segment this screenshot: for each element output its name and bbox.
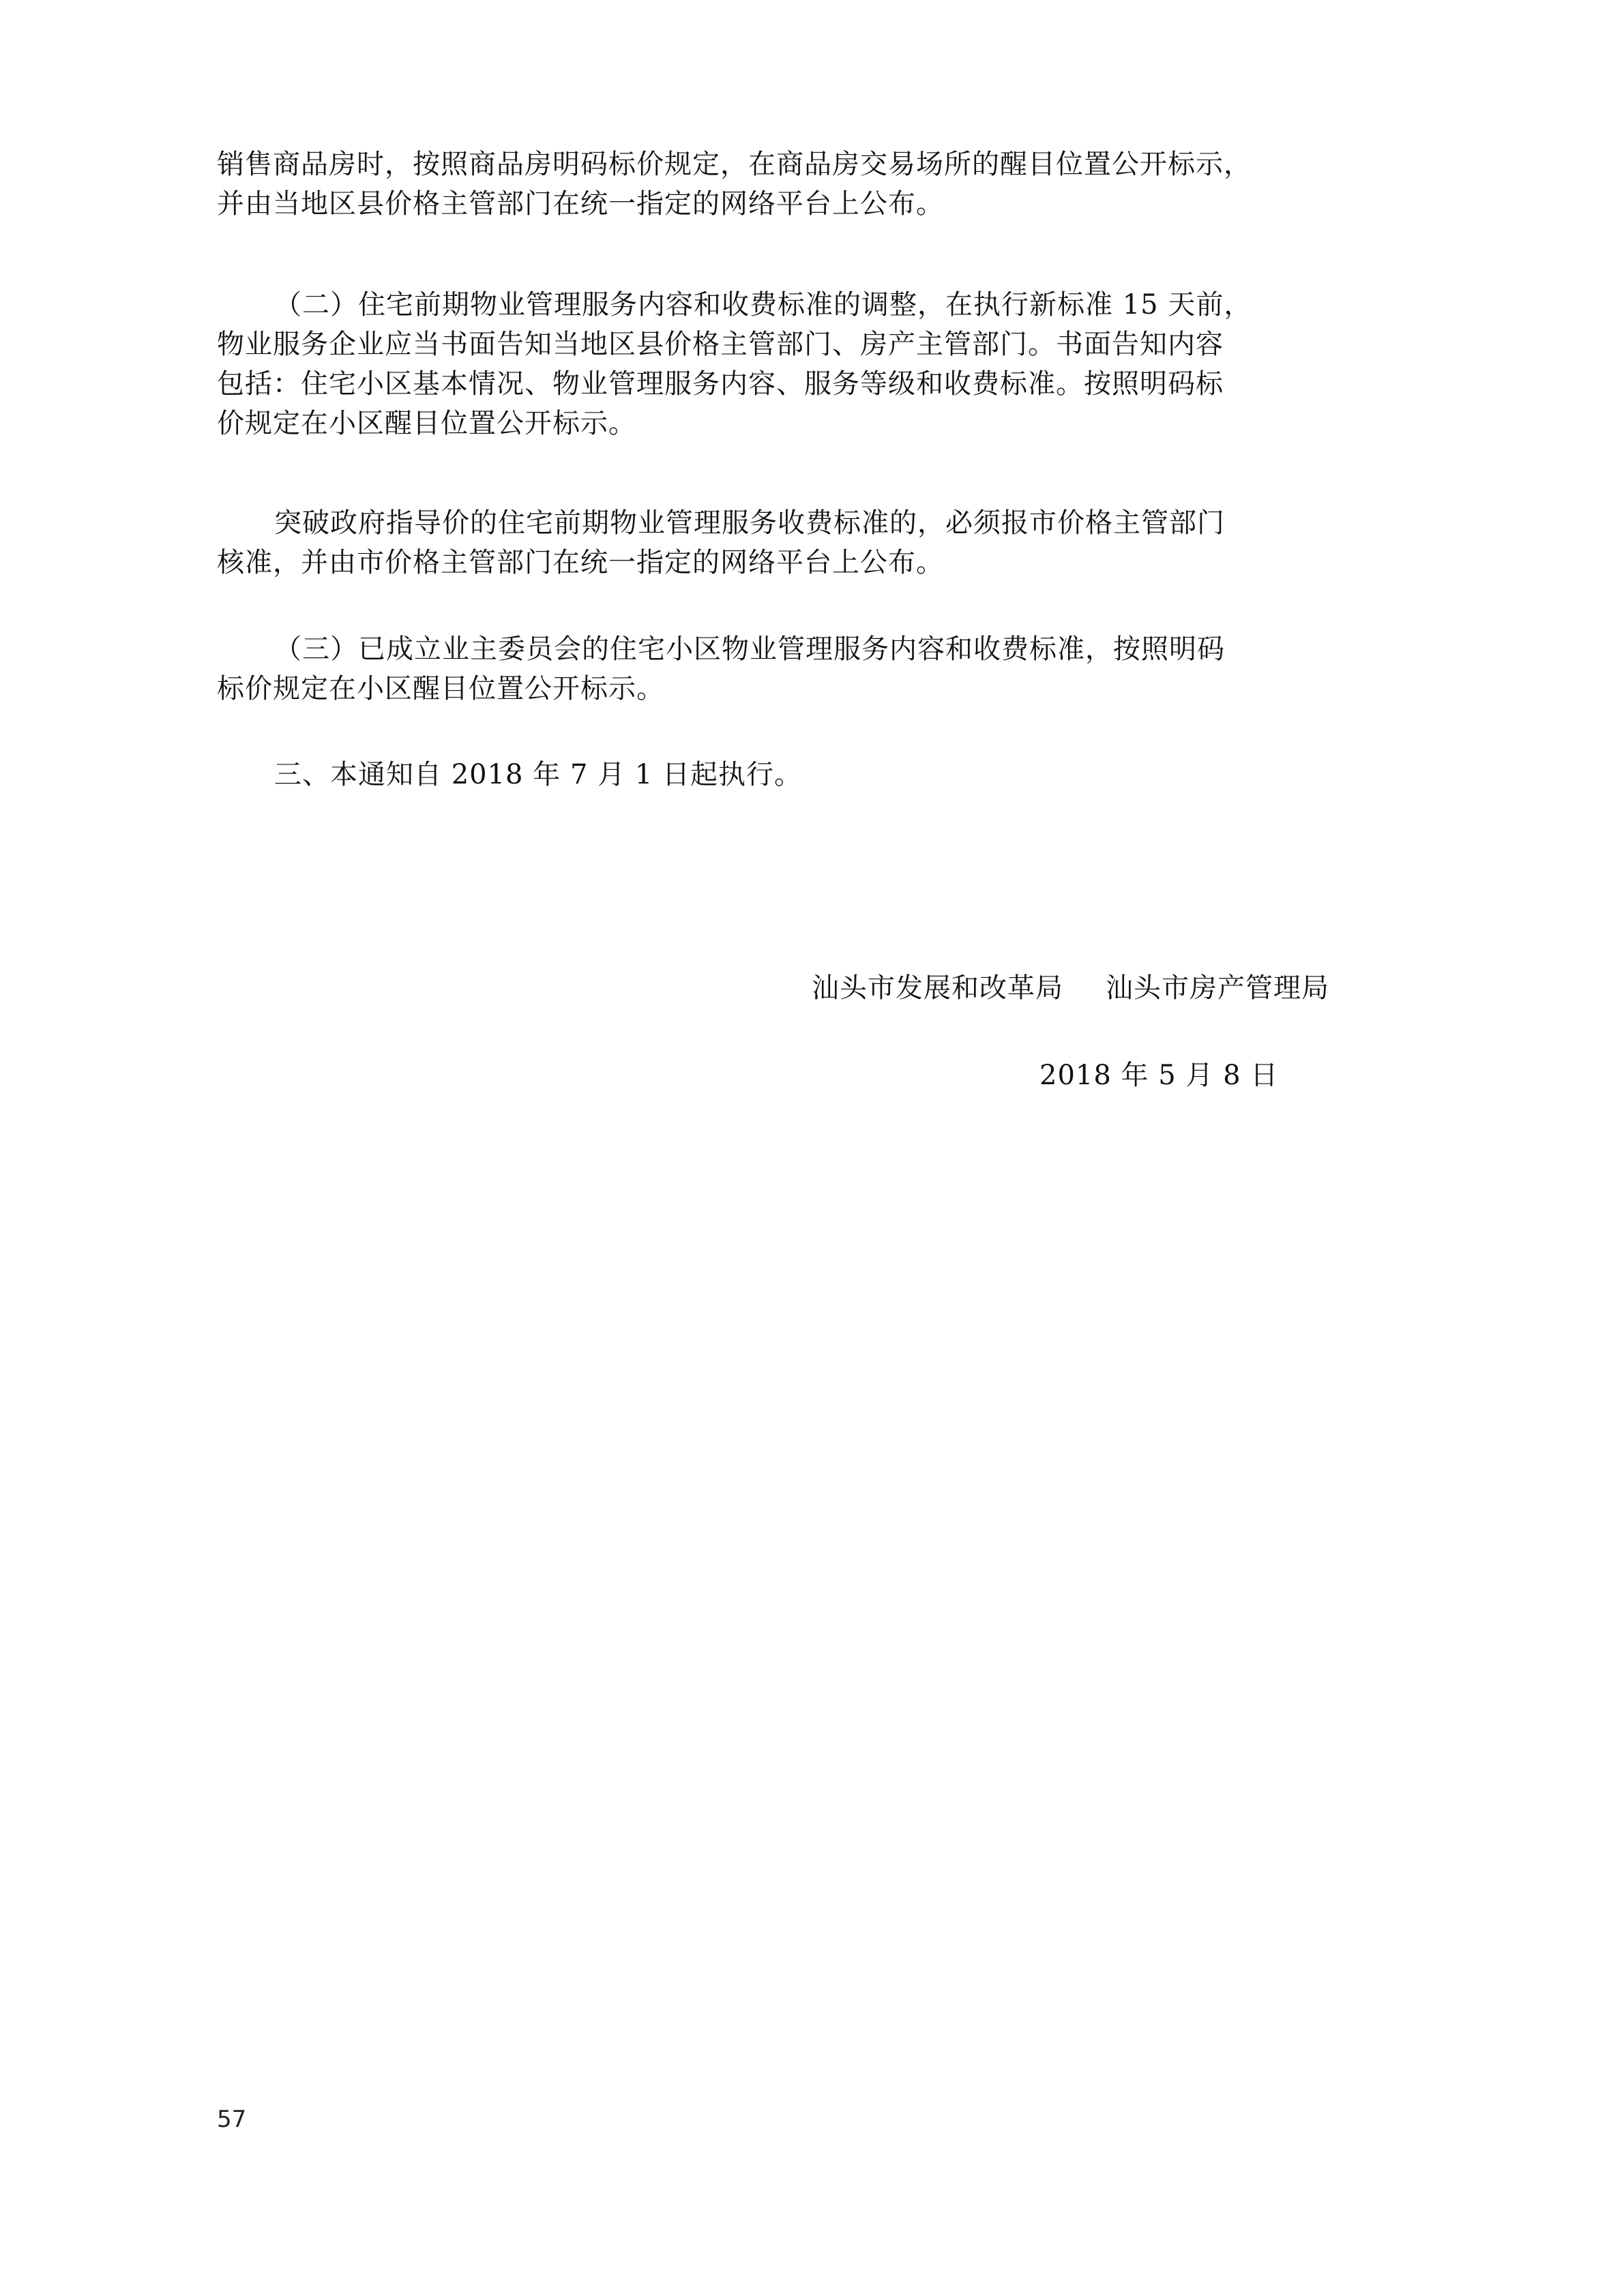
signature-organizations (812, 968, 1329, 1008)
paragraph-line: 核准，并由市价格主管部门在统一指定的网络平台上公布。 (217, 547, 944, 578)
paragraph-owners-committee (217, 629, 1417, 709)
paragraph-line: 包括：住宅小区基本情况、物业管理服务内容、服务等级和收费标准。按照明码标 (217, 368, 1224, 400)
paragraph-line: 三、本通知自 2018 年 7 月 1 日起执行。 (274, 759, 802, 790)
issuing-org-housing-management: 汕头市房产管理局 (1106, 972, 1329, 1004)
paragraph-line: 并由当地区县价格主管部门在统一指定的网络平台上公布。 (217, 188, 944, 220)
paragraph-line: （三）已成立业主委员会的住宅小区物业管理服务内容和收费标准，按照明码 (274, 633, 1225, 665)
paragraph-pricing-disclosure (217, 145, 1417, 224)
paragraph-line: 物业服务企业应当书面告知当地区县价格主管部门、房产主管部门。书面告知内容 (217, 329, 1224, 360)
paragraph-line: 销售商品房时，按照商品房明码标价规定，在商品房交易场所的醒目位置公开标示， (217, 149, 1252, 180)
paragraph-guidance-price-approval (217, 503, 1417, 582)
paragraph-line: 标价规定在小区醒目位置公开标示。 (217, 673, 664, 704)
paragraph-fee-adjustment (217, 285, 1417, 443)
paragraph-line: 突破政府指导价的住宅前期物业管理服务收费标准的，必须报市价格主管部门 (274, 507, 1225, 539)
paragraph-line: （二）住宅前期物业管理服务内容和收费标准的调整，在执行新标准 15 天前， (274, 289, 1252, 320)
page-number: 57 (217, 2106, 247, 2133)
signature-date: 2018 年 5 月 8 日 (1039, 1060, 1279, 1091)
paragraph-effective-date (217, 755, 1417, 794)
paragraph-line: 价规定在小区醒目位置公开标示。 (217, 408, 636, 439)
issuing-org-development-reform: 汕头市发展和改革局 (812, 972, 1063, 1004)
